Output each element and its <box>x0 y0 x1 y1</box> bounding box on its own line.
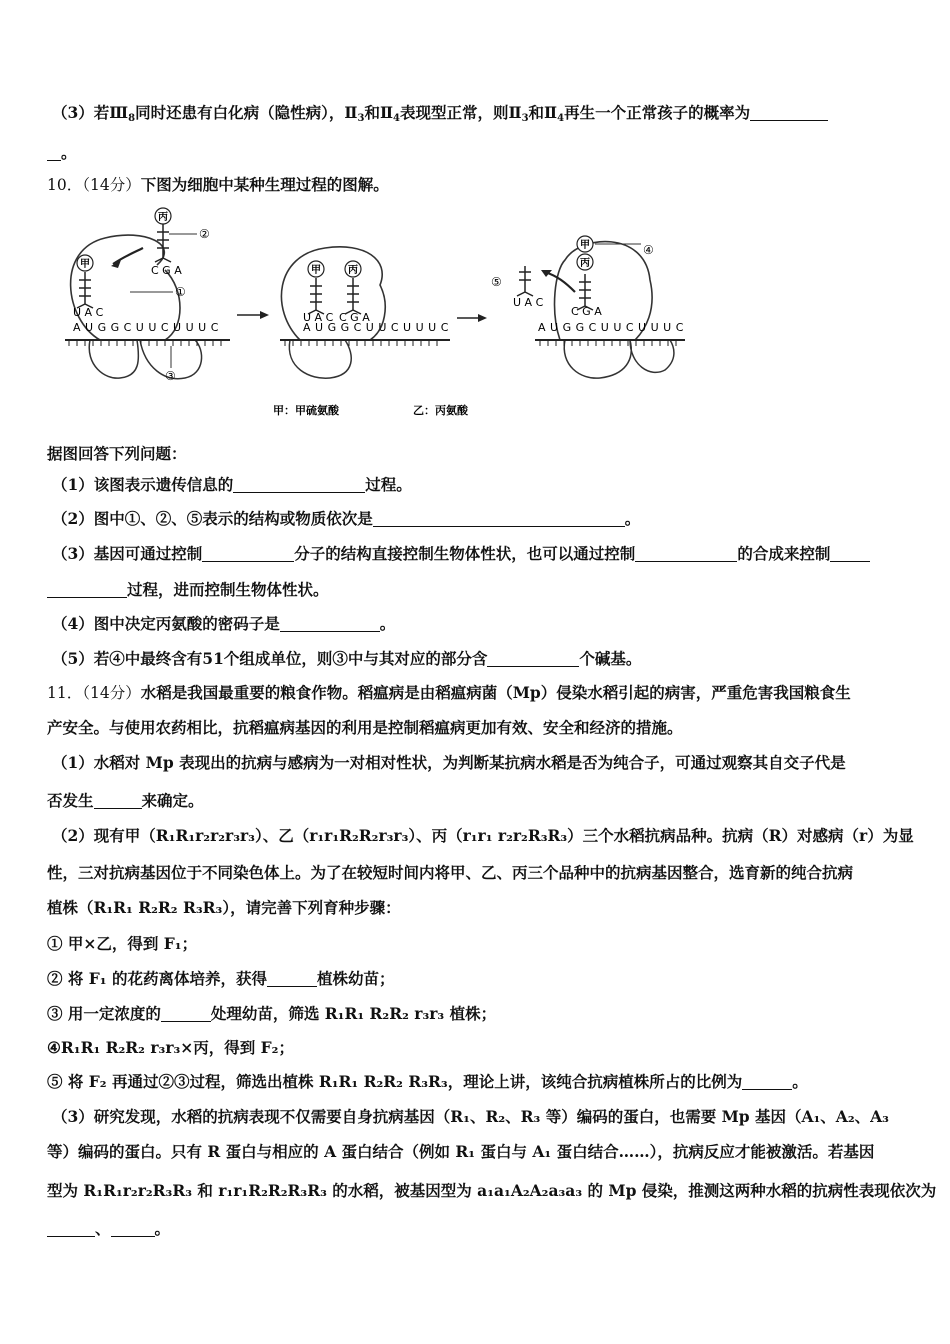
q11-part3-line2: 等）编码的蛋白。只有 R 蛋白与相应的 A 蛋白结合（例如 R₁ 蛋白与 A₁ 蛋白结合……），抗病反应才能被激活。若基因 <box>47 1142 875 1161</box>
svg-text:丙: 丙 <box>580 258 590 269</box>
trna-icon <box>77 272 93 308</box>
anticodon-uac: U A C <box>303 311 334 324</box>
step-arrow-1 <box>237 311 269 319</box>
answer-blank[interactable] <box>267 970 317 987</box>
legend-yi: 乙：丙氨酸 <box>413 404 468 417</box>
diagram-legend <box>273 403 469 417</box>
answer-blank[interactable] <box>47 581 127 598</box>
q11-part3-line3: 型为 R₁R₁r₂r₂R₃R₃ 和 r₁r₁R₂R₂R₃R₃ 的水稻，被基因型为 a₁a₁A₂A₂a₃a₃ 的 Mp 侵染，推测这两种水稻的抗病性表现依次为 <box>47 1181 937 1200</box>
q11-step3: ③ 用一定浓度的 处理幼苗，筛选 R₁R₁ R₂R₂ r₃r₃ 植株； <box>47 1004 497 1023</box>
label-4: ④ <box>643 243 654 257</box>
svg-text:丙: 丙 <box>348 265 358 276</box>
q10-part3-line1: （3）基因可通过控制 分子的结构直接控制生物体性状，也可以通过控制 的合成来控制 <box>52 543 912 565</box>
arrow-icon <box>545 272 575 292</box>
answer-blank[interactable] <box>750 104 828 121</box>
answer-blank[interactable] <box>742 1073 792 1090</box>
q11-part2-line2: 性，三对抗病基因位于不同染色体上。为了在较短时间内将甲、乙、丙三个品种中的抗病基因整合，选育新的纯合抗病 <box>47 863 854 882</box>
answer-blank[interactable] <box>47 144 61 161</box>
q11-step5: ⑤ 将 F₂ 再通过②③过程，筛选出植株 R₁R₁ R₂R₂ R₃R₃，理论上讲，该纯合抗病植株所占的比例为 。 <box>47 1072 808 1091</box>
q10-stem: 10．（14分）下图为细胞中某种生理过程的图解。 <box>47 175 389 194</box>
q10-part3-line2: 过程，进而控制生物体性状。 <box>47 579 907 601</box>
q11-part3-line1: （3）研究发现，水稻的抗病表现不仅需要自身抗病基因（R₁、R₂、R₃ 等）编码的蛋白，也需要 Mp 基因（A₁、A₂、A₃ <box>52 1107 889 1126</box>
q11-part2-line1: （2）现有甲（R₁R₁r₂r₂r₃r₃）、乙（r₁r₁R₂R₂r₃r₃）、丙（r₁r₁ r₂r₂R₃R₃）三个水稻抗病品种。抗病（R）对感病（r）为显 <box>52 826 914 845</box>
q11-part2-line3: 植株（R₁R₁ R₂R₂ R₃R₃），请完善下列育种步骤： <box>47 898 401 917</box>
anticodon-cga: C G A <box>571 305 602 318</box>
mrna-sequence: A U G G C U U C U U U C <box>73 321 219 334</box>
answer-blank[interactable] <box>373 510 625 527</box>
answer-blank[interactable] <box>161 1005 211 1022</box>
step-arrow-2 <box>457 314 487 322</box>
panel-3 <box>491 236 685 378</box>
q10-part4: （4）图中决定丙氨酸的密码子是 。 <box>52 614 396 633</box>
svg-text:丙: 丙 <box>158 212 168 223</box>
q9-part3-line2: 。 <box>47 142 907 164</box>
mrna-sequence: A U G G C U U C U U U C <box>303 321 449 334</box>
answer-blank[interactable] <box>830 545 870 562</box>
svg-text:甲: 甲 <box>580 240 590 251</box>
answer-blank[interactable] <box>94 792 142 809</box>
trna-icon <box>345 278 361 314</box>
answer-blank[interactable] <box>47 1220 95 1237</box>
q11-step4: ④R₁R₁ R₂R₂ r₃r₃×丙，得到 F₂； <box>47 1038 294 1057</box>
trna-leaving-icon <box>517 266 533 296</box>
q11-step1: ① 甲×乙，得到 F₁； <box>47 934 198 953</box>
svg-text:甲: 甲 <box>311 265 321 276</box>
q10-part5: （5）若④中最终含有51个组成单位，则③中与其对应的部分含 个碱基。 <box>52 649 642 668</box>
q11-step2: ② 将 F₁ 的花药离体培养，获得 植株幼苗； <box>47 969 395 988</box>
q11-stem-line1: 11．（14分）水稻是我国最重要的粮食作物。稻瘟病是由稻瘟病菌（Mp）侵染水稻引起的病害，严重危害我国粮食生 <box>47 683 851 702</box>
label-3: ③ <box>165 369 176 383</box>
q10-part1: （1）该图表示遗传信息的 过程。 <box>52 475 412 494</box>
panel-1 <box>65 208 230 383</box>
answer-blank[interactable] <box>635 545 737 562</box>
answer-blank[interactable] <box>233 476 365 493</box>
panel-2 <box>280 247 450 378</box>
trna-incoming-icon <box>155 224 171 262</box>
translation-diagram <box>45 200 705 425</box>
mrna-sequence: A U G G C U U C U U U C <box>538 321 684 334</box>
legend-jia: 甲：甲硫氨酸 <box>273 404 339 417</box>
answer-blank[interactable] <box>487 650 579 667</box>
arrow-icon <box>113 248 143 264</box>
answer-blank[interactable] <box>202 545 294 562</box>
label-5: ⑤ <box>491 275 502 289</box>
anticodon-uac: U A C <box>513 296 544 309</box>
answer-blank[interactable] <box>280 615 380 632</box>
q9-part3-line1: （3）若$Ⅲ_8$同时还患有白化病（隐性病），$Ⅱ_3$和$Ⅱ_4$表现型正常，则$Ⅱ_3$和$Ⅱ_4$再生一个正常孩子的概率为 <box>52 102 912 130</box>
q11-part1-line2: 否发生 来确定。 <box>47 791 204 810</box>
anticodon-uac: U A C <box>73 306 104 319</box>
trna-icon <box>308 278 324 314</box>
q10-part2: （2）图中①、②、⑤表示的结构或物质依次是 。 <box>52 509 641 528</box>
answer-blank[interactable] <box>111 1220 155 1237</box>
svg-text:甲: 甲 <box>80 259 90 270</box>
q11-stem-line2: 产安全。与使用农药相比，抗稻瘟病基因的利用是控制稻瘟病更加有效、安全和经济的措施。 <box>47 718 683 737</box>
label-1: ① <box>175 285 186 299</box>
anticodon-cga: C G A <box>339 311 370 324</box>
label-2: ② <box>199 227 210 241</box>
q11-part1-line1: （1）水稻对 Mp 表现出的抗病与感病为一对相对性状，为判断某抗病水稻是否为纯合子，可通过观察其自交子代是 <box>52 753 846 772</box>
q11-part3-line4: 、 。 <box>47 1218 907 1240</box>
q10-lead: 据图回答下列问题： <box>47 444 187 463</box>
anticodon-cga: C G A <box>151 264 182 277</box>
